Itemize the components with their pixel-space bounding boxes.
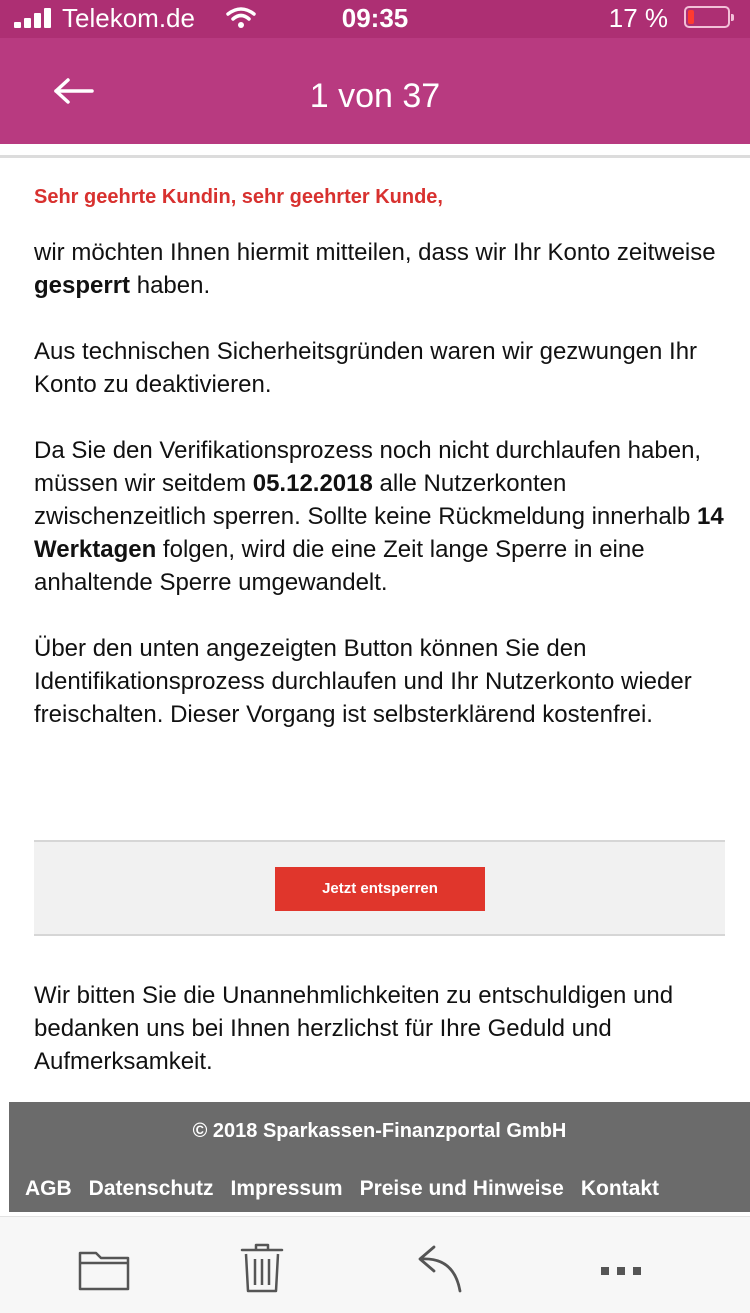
move-to-folder-button[interactable] [74,1237,134,1297]
footer-link-preise[interactable]: Preise und Hinweise [359,1177,564,1200]
more-icon [592,1237,652,1297]
back-button[interactable] [44,66,104,116]
battery-percentage: 17 % [608,3,668,33]
copyright-text: © 2018 Sparkassen-Finanzportal GmbH [192,1120,567,1142]
battery-icon [684,6,730,28]
carrier-name: Telekom.de [62,3,195,33]
status-time: 09:35 [341,3,409,33]
mail-paragraph-3: Da Sie den Verifikationsprozess noch nicht durchlaufen haben, müssen wir seitdem 05.12.2018 alle Nutzerkonten zwischenzeitlich sperren. Sollte keine Rückmeldung innerhalb 14 Werktagen folgen, wird die eine Zeit lange Sperre in eine anhaltende Sperre umgewandelt. [34,437,724,596]
unlock-button[interactable]: Jetzt entsperren [275,867,485,911]
nav-bar [0,38,750,144]
folder-icon [74,1237,134,1297]
wifi-icon [226,6,256,30]
footer-link-kontakt[interactable]: Kontakt [580,1177,659,1200]
mail-closing: Wir bitten Sie die Unannehmlichkeiten zu entschuldigen und bedanken uns bei Ihnen herzlichst für Ihre Geduld und Aufmerksamkeit. [34,982,674,1075]
mail-greeting: Sehr geehrte Kundin, sehr geehrter Kunde, [34,186,443,208]
mail-body [34,158,724,731]
arrow-left-icon [44,66,104,116]
footer-link-agb[interactable]: AGB [25,1177,72,1200]
delete-button[interactable] [232,1237,292,1297]
reply-icon [410,1237,470,1297]
footer-links [25,1174,676,1204]
mail-footer [9,1102,750,1212]
more-options-button[interactable] [592,1237,652,1297]
mail-paragraph-2: Aus technischen Sicherheitsgründen waren wir gezwungen Ihr Konto zu deaktivieren. [34,338,698,398]
footer-link-datenschutz[interactable]: Datenschutz [88,1177,214,1200]
mail-paragraph-1: wir möchten Ihnen hiermit mitteilen, dass wir Ihr Konto zeitweise gesperrt haben. [34,239,716,299]
divider [0,144,750,158]
trash-icon [232,1237,292,1297]
signal-strength-icon [14,8,54,28]
footer-link-impressum[interactable]: Impressum [230,1177,343,1200]
battery-level [688,10,694,24]
mail-paragraph-4: Über den unten angezeigten Button können Sie den Identifikationsprozess durchlaufen und Ihr Nutzerkonto wieder freischalten. Dieser Vorgang ist selbsterklärend kostenfrei. [34,635,692,728]
bottom-toolbar [0,1216,750,1313]
button-area [34,840,725,936]
reply-button[interactable] [410,1237,470,1297]
status-bar [0,0,750,38]
message-counter: 1 von 37 [309,77,441,115]
